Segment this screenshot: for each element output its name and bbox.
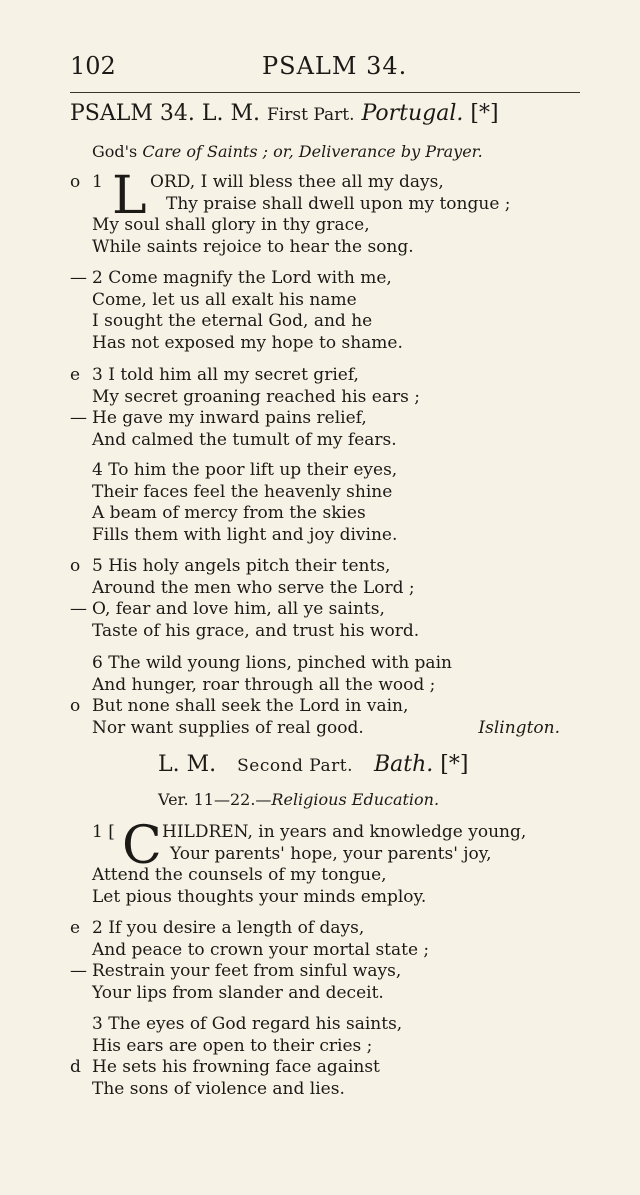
verse-line [70, 268, 590, 290]
verse-line [70, 961, 590, 983]
verse-text: Their faces feel the heavenly shine [92, 481, 393, 502]
verse-text: Has not exposed my hope to shame. [92, 332, 403, 353]
verse-line [70, 1079, 590, 1101]
verse-line [70, 1014, 590, 1036]
verse-text: His ears are open to their cries ; [92, 1035, 373, 1056]
verse-number: 1 [92, 172, 103, 192]
verse-text: My soul shall glory in thy grace, [92, 215, 370, 235]
verse-mark: e [70, 918, 81, 938]
verse-line [70, 503, 590, 525]
stanza-5 [70, 556, 590, 642]
running-title: PSALM 34. [262, 52, 408, 80]
stanza-4 [70, 460, 590, 546]
stanza-7 [70, 816, 590, 908]
subtitle-text: Care of Saints ; or, Deliverance by Prayer. [142, 142, 483, 161]
psalm-title-mark: [*] [470, 101, 499, 126]
page-header [70, 52, 570, 86]
verse-line [70, 621, 590, 643]
psalm-tune-name: Portugal. [361, 101, 464, 126]
stanza-9 [70, 1014, 590, 1100]
verse-line [70, 333, 590, 355]
verse-line [70, 460, 590, 482]
verse-line [70, 237, 590, 259]
verse-line [70, 290, 590, 312]
drop-cap: L [112, 166, 147, 226]
verse-line [70, 1057, 590, 1079]
verse-text: And calmed the tumult of my fears. [92, 429, 397, 450]
verse-line [70, 387, 590, 409]
verse-mark: — [70, 408, 87, 428]
verse-mark: e [70, 365, 81, 385]
verse-text: 2 Come magnify the Lord with me, [92, 268, 392, 288]
verse-text: 3 The eyes of God regard his saints, [92, 1014, 403, 1034]
verse-mark: — [70, 599, 87, 619]
verse-text: Your parents' hope, your parents' joy, [170, 843, 492, 864]
page-number: 102 [70, 52, 116, 80]
verse-text: Restrain your feet from sinful ways, [92, 961, 402, 981]
verse-text: Come, let us all exalt his name [92, 289, 357, 310]
verse-line [70, 215, 590, 237]
verse-line [70, 525, 590, 547]
verse-mark: o [70, 556, 81, 576]
stanza-6 [70, 653, 590, 739]
verse-number: 1 [ [92, 822, 115, 842]
verse-line [70, 556, 590, 578]
second-part-tune: Bath. [373, 752, 434, 777]
verse-text: Your lips from slander and deceit. [92, 982, 384, 1003]
verse-range: Ver. 11—22.— [158, 790, 272, 809]
verse-line [70, 844, 590, 866]
subtitle-lead: God's [92, 142, 138, 161]
verse-line [70, 940, 590, 962]
verse-line [70, 696, 590, 718]
verse-text: Fills them with light and joy divine. [92, 524, 398, 545]
header-rule [70, 92, 580, 93]
verse-line [70, 918, 590, 940]
verse-text: He gave my inward pains relief, [92, 408, 367, 428]
psalm-title-part: First Part. [267, 105, 355, 125]
verse-text: ORD, I will bless thee all my days, [150, 172, 444, 192]
verse-line [70, 653, 590, 675]
verse-mark: d [70, 1057, 81, 1077]
stanza-1 [70, 166, 590, 258]
alternate-tune: Islington. [478, 717, 560, 738]
stanza-2 [70, 268, 590, 354]
second-part-meter: L. M. [158, 752, 217, 777]
verse-line [70, 718, 590, 740]
verse-text: I sought the eternal God, and he [92, 311, 373, 331]
verse-line [70, 675, 590, 697]
verse-line [70, 482, 590, 504]
second-part-title [158, 752, 468, 777]
verse-text: 5 His holy angels pitch their tents, [92, 556, 391, 576]
verse-line [70, 365, 590, 387]
second-part-mark: [*] [440, 752, 469, 777]
verse-text: 2 If you desire a length of days, [92, 918, 365, 938]
verse-text: The sons of violence and lies. [92, 1078, 345, 1099]
subtitle-text: Religious Education. [271, 790, 440, 809]
verse-text: Attend the counsels of my tongue, [92, 865, 387, 885]
second-part-label: Second Part. [237, 756, 353, 776]
stanza-3 [70, 365, 590, 451]
verse-line [70, 194, 590, 216]
verse-text: A beam of mercy from the skies [92, 503, 366, 523]
verse-text: My secret groaning reached his ears ; [92, 386, 420, 407]
verse-text: And peace to crown your mortal state ; [92, 939, 430, 960]
verse-text: But none shall seek the Lord in vain, [92, 696, 409, 716]
verse-text: And hunger, roar through all the wood ; [92, 674, 436, 695]
verse-text: Thy praise shall dwell upon my tongue ; [166, 193, 511, 214]
verse-mark: — [70, 268, 87, 288]
verse-line [70, 983, 590, 1005]
verse-text: O, fear and love him, all ye saints, [92, 599, 385, 619]
verse-text: HILDREN, in years and knowledge young, [162, 822, 527, 842]
verse-mark: — [70, 961, 87, 981]
verse-text: 3 I told him all my secret grief, [92, 365, 359, 385]
psalm-subtitle [92, 142, 483, 161]
verse-text: Let pious thoughts your minds employ. [92, 886, 427, 907]
verse-text: 4 To him the poor lift up their eyes, [92, 460, 398, 480]
verse-line [70, 1036, 590, 1058]
verse-text: Around the men who serve the Lord ; [92, 577, 415, 598]
verse-mark: o [70, 172, 81, 192]
psalm-title [70, 101, 499, 126]
second-part-subtitle [158, 790, 439, 809]
verse-text: While saints rejoice to hear the song. [92, 236, 414, 257]
verse-text: 6 The wild young lions, pinched with pain [92, 653, 452, 673]
verse-line [70, 865, 590, 887]
verse-line [70, 887, 590, 909]
verse-line [70, 430, 590, 452]
verse-mark: o [70, 696, 81, 716]
verse-line [70, 578, 590, 600]
psalm-title-main: PSALM 34. L. M. [70, 101, 260, 126]
verse-text: Taste of his grace, and trust his word. [92, 620, 420, 641]
verse-line [70, 408, 590, 430]
verse-line [70, 311, 590, 333]
verse-text: He sets his frowning face against [92, 1057, 380, 1077]
verse-text: Nor want supplies of real good. [92, 717, 364, 738]
stanza-8 [70, 918, 590, 1004]
drop-cap: C [122, 816, 162, 876]
verse-line [70, 599, 590, 621]
